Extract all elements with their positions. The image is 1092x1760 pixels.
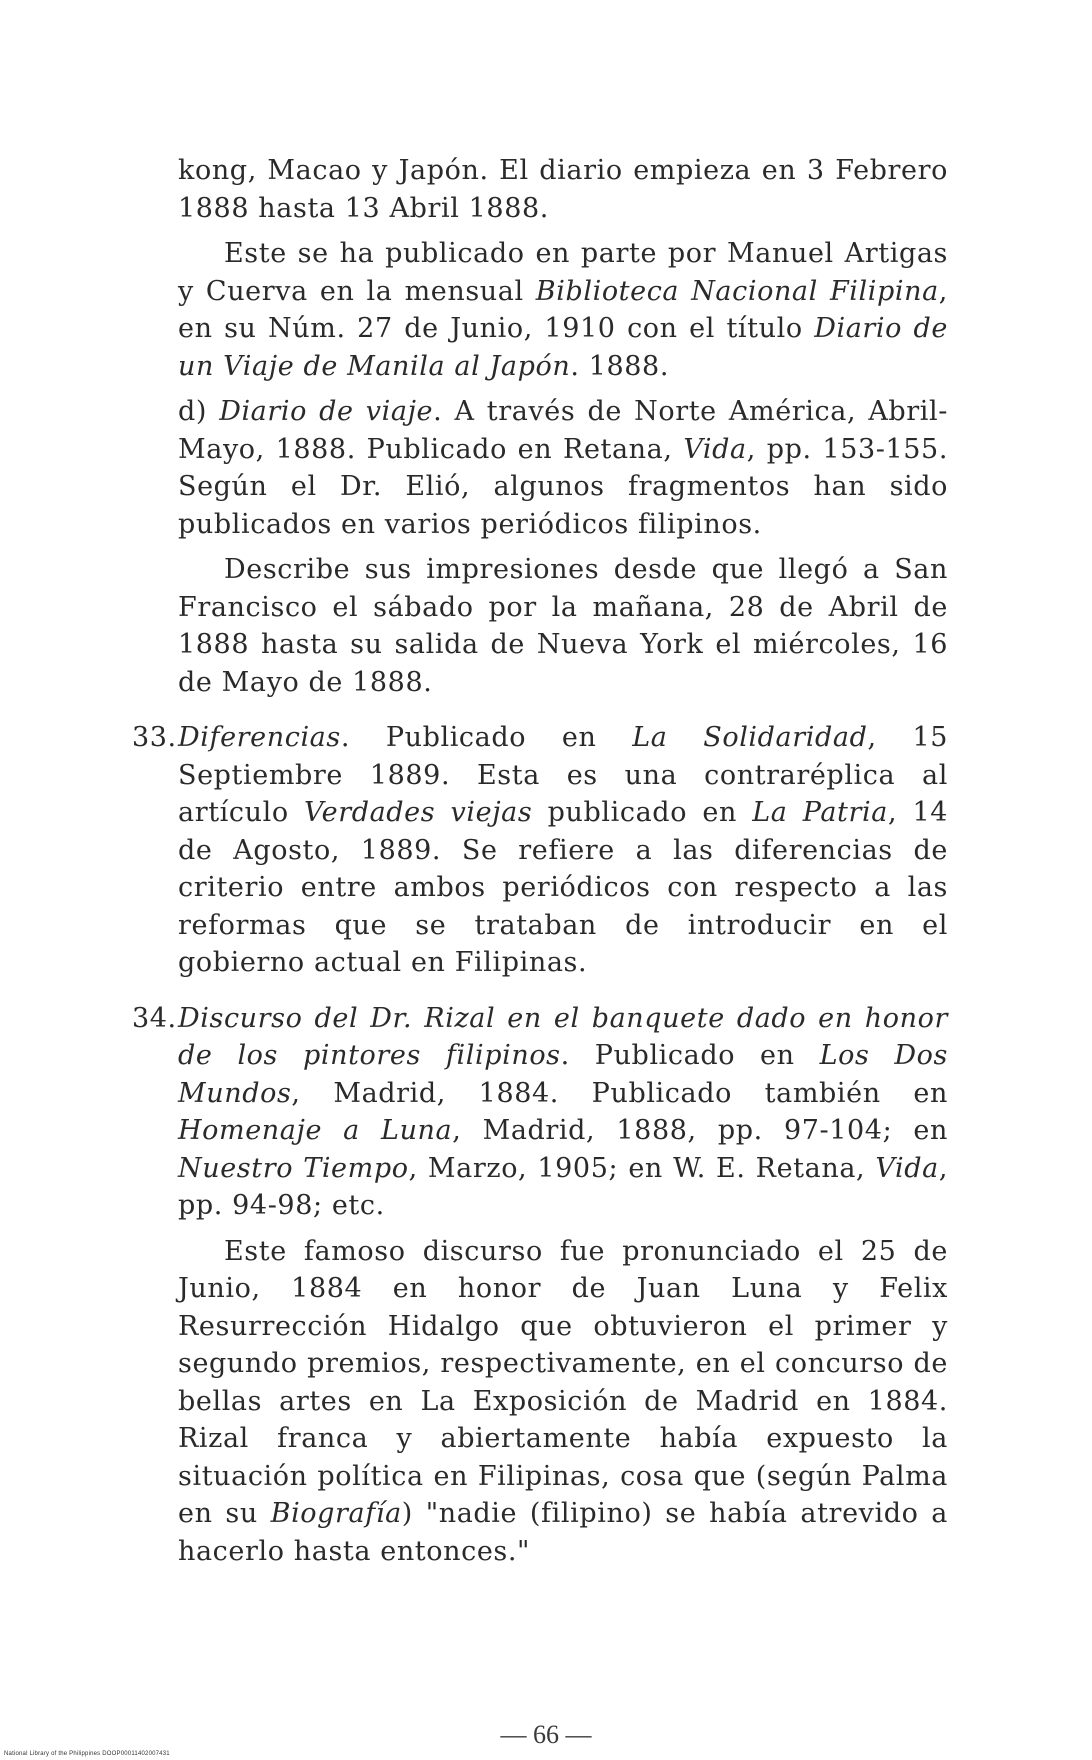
page-number: — 66 — bbox=[500, 1720, 592, 1749]
paragraph-item-d: d) Diario de viaje. A través de Norte América, Abril-Mayo, 1888. Publicado en Retana, Vida, pp. 153-155. Según el Dr. Elió, algunos fragmentos han sido publicados en varios periódicos filipinos. bbox=[178, 396, 949, 540]
entry-number: 34. bbox=[132, 1002, 177, 1034]
entry-33: 33. Diferencias. Publicado en La Solidaridad, 15 Septiembre 1889. Esta es una contraréplica al artículo Verdades viejas publicado en La Patria, 14 de Agosto, 1889. Se refiere a las diferencias de criterio entre ambos periódicos con respecto a las reformas que se trataban de introducir en el gobierno actual en Filipinas. bbox=[178, 719, 948, 982]
paragraph-publication-note: Este se ha publicado en parte por Manuel Artigas y Cuerva en la mensual Biblioteca Nacional Filipina, en su Núm. 27 de Junio, 1910 con el título Diario de un Viaje de Manila al Japón. 1888. bbox=[178, 238, 948, 382]
entry-34: 34. Discurso del Dr. Rizal en el banquete dado en honor de los pintores filipinos. Publicado en Los Dos Mundos, Madrid, 1884. Publicado también en Homenaje a Luna, Madrid, 1888, pp. 97-104; en Nuestro Tiempo, Marzo, 1905; en W. E. Retana, Vida, pp. 94-98; etc. bbox=[178, 1000, 948, 1225]
entry-number: 33. bbox=[132, 722, 177, 753]
paragraph-impressions: Describe sus impresiones desde que llegó a San Francisco el sábado por la mañana, 28 de Abril de 1888 hasta su salida de Nueva York el miércoles, 16 de Mayo de 1888. bbox=[178, 554, 948, 698]
document-body bbox=[132, 152, 949, 1570]
scan-credit: National Library of the Philippines DOOP00011402007431 bbox=[4, 1751, 170, 1757]
paragraph-speech-description: Este famoso discurso fue pronunciado el 25 de Junio, 1884 en honor de Juan Luna y Felix Resurrección Hidalgo que obtuvieron el primer y segundo premios, respectivamente, en el concurso de bellas artes en La Exposición de Madrid en 1884. Rizal franca y abiertamente había expuesto la situación política en Filipinas, cosa que (según Palma en su Biografía) "nadie (filipino) se había atrevido a hacerlo hasta entonces." bbox=[178, 1235, 948, 1567]
paragraph-continuation: kong, Macao y Japón. El diario empieza en 3 Febrero 1888 hasta 13 Abril 1888. bbox=[178, 155, 948, 224]
